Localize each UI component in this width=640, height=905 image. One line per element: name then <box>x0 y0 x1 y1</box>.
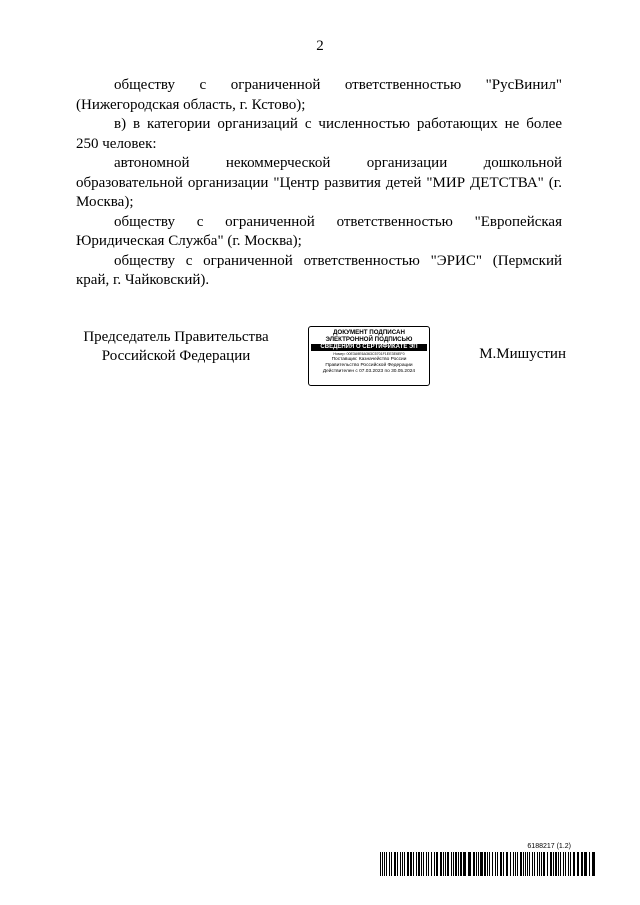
barcode-bar <box>445 852 446 876</box>
electronic-signature-stamp <box>308 326 430 386</box>
barcode-bar <box>473 852 475 876</box>
barcode-bar <box>410 852 412 876</box>
barcode-bar <box>428 852 429 876</box>
paragraph-category-250: в) в категории организаций с численностью работающих не более 250 человек: <box>76 116 562 152</box>
barcode-bar <box>397 852 398 876</box>
signer-name: М.Мишустин <box>479 346 566 362</box>
barcode-bar <box>455 852 457 876</box>
barcode-bar <box>555 852 557 876</box>
barcode-bar <box>520 852 522 876</box>
paragraph-rusvinil: обществу с ограниченной ответственностью "РусВинил" (Нижегородская область, г. Кстово); <box>76 77 562 113</box>
barcode-bar <box>563 852 564 876</box>
stamp-header-line2: ЭЛЕКТРОННОЙ ПОДПИСЬЮ <box>325 336 413 343</box>
barcode-bar <box>402 852 403 876</box>
barcode-bar <box>537 852 538 876</box>
barcode-area <box>380 843 595 877</box>
barcode-bar <box>413 852 414 876</box>
barcode-bar <box>573 852 575 876</box>
stamp-issuer: Поставщик: Казначейство России <box>331 357 407 362</box>
barcode-bar <box>500 852 502 876</box>
barcode-bar <box>416 852 417 876</box>
barcode-bar <box>525 852 526 876</box>
barcode-bar <box>400 852 401 876</box>
barcode-bar <box>513 852 514 876</box>
barcode-bar <box>558 852 559 876</box>
barcode-bar <box>510 852 511 876</box>
barcode-bar <box>484 852 486 876</box>
barcode-bar <box>458 852 459 876</box>
barcode-bar <box>443 852 444 876</box>
barcode-bar <box>404 852 405 876</box>
barcode-bar <box>440 852 442 876</box>
barcode-bar <box>421 852 422 876</box>
barcode-bar <box>565 852 566 876</box>
barcode-bar <box>489 852 490 876</box>
barcode-bar <box>570 852 571 876</box>
barcode-icon <box>380 852 595 876</box>
barcode-bar <box>584 852 587 876</box>
barcode-label: 6188217 (1.2) <box>527 843 571 850</box>
signer-title-line2: Российской Федерации <box>101 348 251 364</box>
barcode-bar <box>434 852 435 876</box>
barcode-bar <box>389 852 390 876</box>
barcode-bar <box>553 852 554 876</box>
barcode-bar <box>523 852 524 876</box>
barcode-bar <box>431 852 432 876</box>
barcode-bar <box>560 852 561 876</box>
barcode-bar <box>418 852 420 876</box>
paragraph-eris: обществу с ограниченной ответственностью "ЭРИС" (Пермский край, г. Чайковский). <box>76 252 562 288</box>
signer-title-line1: Председатель Правительства <box>83 329 269 345</box>
stamp-owner: Правительство Российской Федерации <box>325 363 413 369</box>
barcode-bar <box>534 852 535 876</box>
barcode-bar <box>517 852 518 876</box>
barcode-bar <box>391 852 392 876</box>
barcode-bar <box>386 852 387 876</box>
barcode-bar <box>468 852 471 876</box>
barcode-bar <box>447 852 449 876</box>
barcode-bar <box>527 852 528 876</box>
barcode-bar <box>380 852 381 876</box>
barcode-bar <box>589 852 590 876</box>
barcode-bar <box>547 852 548 876</box>
barcode-bar <box>453 852 454 876</box>
stamp-serial: Номер: 00E3A9E6A363C5701F1EE3E6EF0 <box>333 352 405 356</box>
barcode-bar <box>515 852 516 876</box>
barcode-bar <box>592 852 595 876</box>
barcode-bar <box>529 852 530 876</box>
barcode-bar <box>478 852 479 876</box>
barcode-bar <box>581 852 583 876</box>
barcode-bar <box>476 852 477 876</box>
barcode-bar <box>577 852 579 876</box>
barcode-bar <box>503 852 504 876</box>
paragraph-european-legal: обществу с ограниченной ответственностью "Европейская Юридическая Служба" (г. Москва); <box>76 213 562 249</box>
signer-title <box>76 328 276 366</box>
barcode-bar <box>543 852 545 876</box>
barcode-bar <box>506 852 508 876</box>
barcode-bar <box>426 852 427 876</box>
barcode-bar <box>492 852 493 876</box>
barcode-bar <box>394 852 396 876</box>
paragraph-mir-detstva: автономной некоммерческой организации дошкольной образовательной организации "Центр развития детей "МИР ДЕТСТВА" (г. Москва); <box>76 155 562 210</box>
barcode-bar <box>384 852 385 876</box>
barcode-bar <box>423 852 424 876</box>
stamp-header-line1: ДОКУМЕНТ ПОДПИСАН <box>333 329 405 336</box>
stamp-validity: Действителен с 07.03.2023 по 30.05.2024 <box>322 369 416 375</box>
signature-block <box>76 328 566 398</box>
barcode-bar <box>382 852 383 876</box>
stamp-certificate-bar: СВЕДЕНИЯ О СЕРТИФИКАТЕ ЭП <box>311 344 427 351</box>
barcode-bar <box>463 852 466 876</box>
barcode-bar <box>487 852 488 876</box>
barcode-bar <box>436 852 438 876</box>
barcode-bar <box>460 852 462 876</box>
barcode-bar <box>550 852 552 876</box>
barcode-bar <box>451 852 452 876</box>
barcode-bar <box>539 852 540 876</box>
document-body <box>76 76 562 291</box>
barcode-bar <box>568 852 569 876</box>
page-number: 2 <box>316 38 324 54</box>
barcode-bar <box>497 852 498 876</box>
barcode-bar <box>532 852 533 876</box>
barcode-bar <box>495 852 496 876</box>
barcode-bar <box>541 852 542 876</box>
barcode-bar <box>407 852 409 876</box>
barcode-bar <box>480 852 483 876</box>
